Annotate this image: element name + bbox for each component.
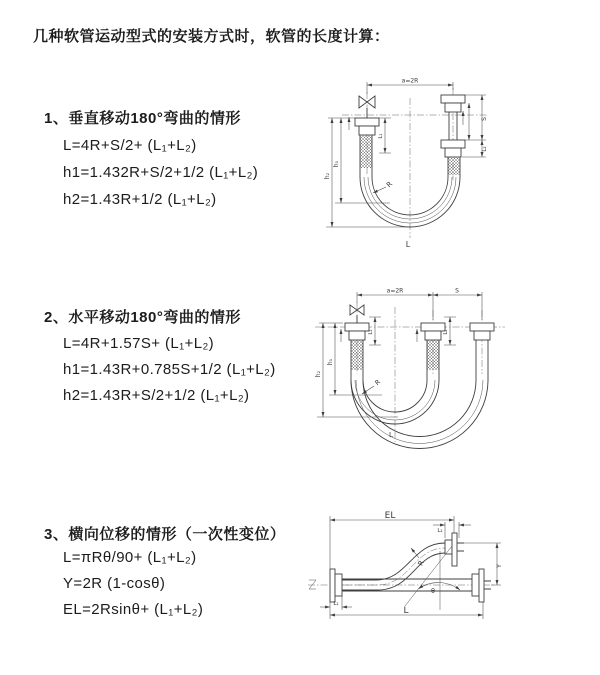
section-1-heading: 1、垂直移动180°弯曲的情形	[44, 110, 241, 127]
dim-l-label: L	[389, 431, 393, 439]
dim-l2-label: L₂	[437, 528, 443, 534]
diagram-lateral-displacement	[300, 506, 600, 626]
dim-s-label: S	[455, 287, 459, 295]
section-2-formula-h1: h1=1.43R+0.785S+1/2 (L₁+L₂)	[63, 361, 276, 378]
dim-l-label: L	[405, 240, 411, 249]
hose-body	[341, 305, 494, 449]
section-3-formula-L: L=πRθ/90+ (L₁+L₂)	[63, 549, 197, 566]
hose-body	[330, 533, 491, 610]
dimension-lines	[315, 288, 482, 440]
dim-l2-label: L₂	[443, 329, 449, 335]
section-3-heading: 3、横向位移的情形（一次性变位）	[44, 526, 286, 543]
dim-l1-label: L₁	[368, 329, 374, 335]
dim-s-label: S	[481, 117, 488, 121]
dim-h2-label: h₂	[324, 172, 331, 180]
dim-l1-label: L₁	[378, 133, 384, 139]
dim-el-label: EL	[384, 511, 396, 521]
dim-theta-label: θ	[431, 587, 435, 595]
section-1-formula-h2: h2=1.43R+1/2 (L₁+L₂)	[63, 191, 217, 208]
section-1-formula-h1: h1=1.432R+S/2+1/2 (L₁+L₂)	[63, 164, 259, 181]
dim-y-label: Y	[495, 564, 503, 568]
dim-a2r-label: a=2R	[386, 287, 404, 295]
dimension-lines	[320, 511, 503, 619]
page-title: 几种软管运动型式的安装方式时，软管的长度计算：	[33, 28, 390, 45]
section-3-formula-EL: EL=2Rsinθ+ (L₁+L₂)	[63, 601, 204, 618]
dim-h2-label: h₂	[315, 370, 322, 378]
dim-r-label: R	[416, 559, 426, 568]
section-2-formula-L: L=4R+1.57S+ (L₁+L₂)	[63, 335, 215, 352]
diagram-horizontal-180-bend	[310, 282, 510, 458]
dim-r-label: R	[373, 377, 383, 387]
dim-l1-label: L₁	[333, 601, 339, 607]
section-2-formula-h2: h2=1.43R+S/2+1/2 (L₁+L₂)	[63, 387, 250, 404]
dim-l-label: L	[403, 606, 409, 616]
dim-r-label: R	[385, 180, 395, 190]
centerline-break-mark	[309, 580, 316, 589]
dim-l2-label: L₂	[482, 146, 488, 152]
dim-a2r-label: a=2R	[401, 77, 419, 85]
section-3-formula-Y: Y=2R (1-cosθ)	[63, 575, 166, 592]
dim-h1-label: h₁	[327, 358, 334, 366]
section-1-formula-L: L=4R+S/2+ (L₁+L₂)	[63, 137, 197, 154]
diagram-vertical-180-bend	[312, 70, 502, 260]
dim-h1-label: h₁	[333, 160, 340, 168]
section-2-heading: 2、水平移动180°弯曲的情形	[44, 309, 241, 326]
